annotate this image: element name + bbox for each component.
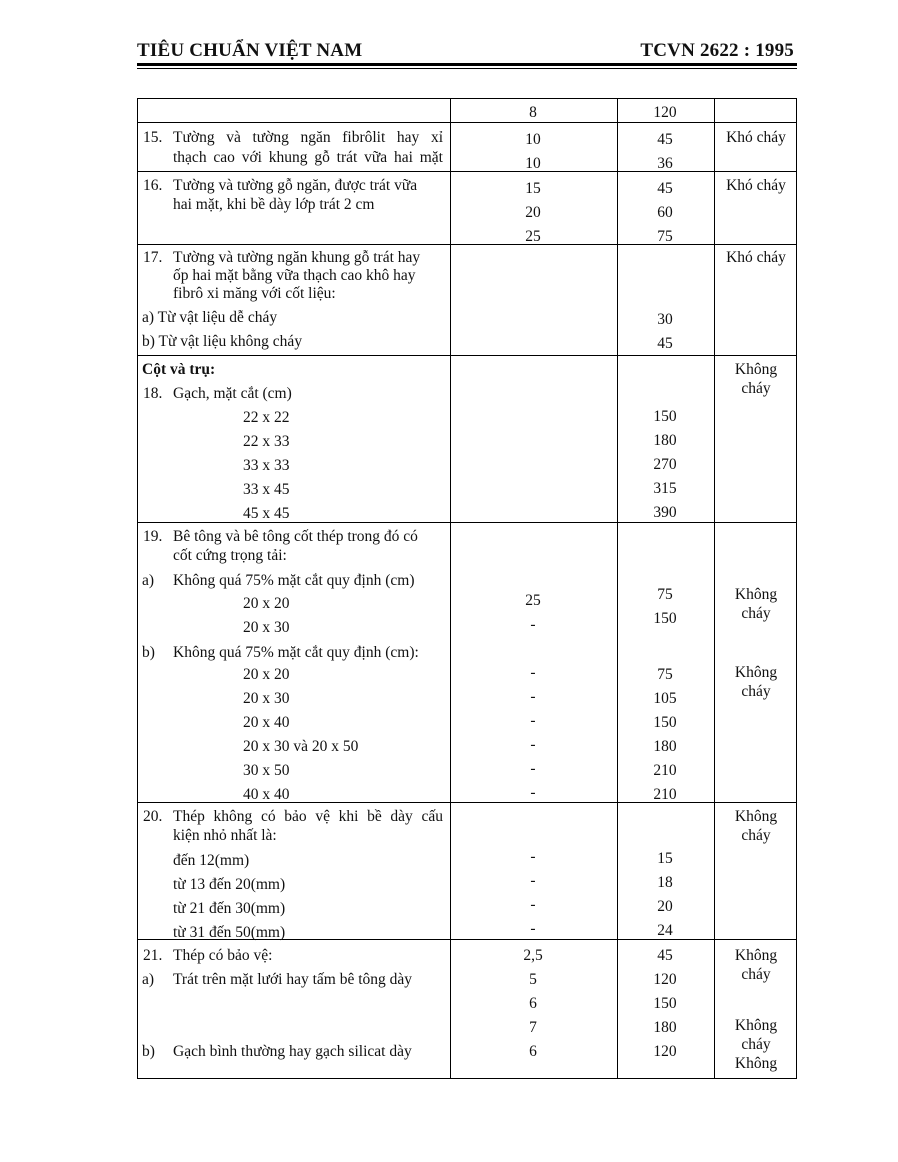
thickness-value: -	[530, 688, 536, 705]
fire-limit-value: 180	[653, 738, 677, 755]
item-number: 20.	[143, 808, 163, 825]
fire-limit-value: 390	[653, 504, 677, 521]
thickness-value: 2,5	[523, 947, 543, 964]
item-number: 21.	[143, 947, 163, 964]
table-row-border	[137, 122, 797, 123]
thickness-value: 7	[529, 1019, 537, 1036]
cross-section-size: 20 x 20	[243, 666, 290, 683]
item-description: Thép không có bảo vệ khi bề dày cấu	[173, 808, 443, 825]
thickness-value: 25	[525, 592, 541, 609]
fire-limit-value: 20	[657, 898, 673, 915]
sub-item-description: Gạch bình thường hay gạch silicat dày	[173, 1043, 412, 1060]
thickness-value: -	[530, 664, 536, 681]
cross-section-size: 22 x 22	[243, 409, 290, 426]
fire-limit-value: 75	[657, 228, 673, 245]
fire-limit-value: 75	[657, 666, 673, 683]
fire-limit-value: 315	[653, 480, 677, 497]
thickness-value: 25	[525, 228, 541, 245]
flammability-group: cháy	[741, 1036, 771, 1053]
thickness-value: -	[530, 872, 536, 889]
item-description: Bê tông và bê tông cốt thép trong đó có	[173, 528, 418, 545]
cross-section-size: 45 x 45	[243, 505, 290, 522]
fire-limit-value: 45	[657, 947, 673, 964]
fire-limit-value: 120	[653, 104, 677, 121]
thickness-value: 15	[525, 180, 541, 197]
item-description: thạch cao với khung gỗ trát vữa hai mặt	[173, 149, 443, 166]
thickness-value: -	[530, 896, 536, 913]
item-description: Tường và tường ngăn khung gỗ trát hay	[173, 249, 421, 266]
item-number: 17.	[143, 249, 163, 266]
thickness-value: -	[530, 736, 536, 753]
flammability-group: Không	[734, 664, 778, 681]
flammability-group: Khó cháy	[726, 249, 786, 266]
header-rule-thick	[137, 63, 797, 66]
item-number: 15.	[143, 129, 163, 146]
thickness-value: 20	[525, 204, 541, 221]
flammability-group: Không	[734, 1055, 778, 1072]
thickness-value: -	[530, 920, 536, 937]
flammability-group: Không	[734, 1017, 778, 1034]
flammability-group: Khó cháy	[726, 129, 786, 146]
fire-limit-value: 120	[653, 971, 677, 988]
header-standard-code: TCVN 2622 : 1995	[640, 40, 794, 61]
cross-section-size: 20 x 30	[243, 619, 290, 636]
sub-item-label: b) Từ vật liệu không cháy	[142, 333, 303, 350]
sub-item-description: Trát trên mặt lưới hay tấm bê tông dày	[173, 971, 413, 988]
thickness-value: 5	[529, 971, 537, 988]
item-description: Tường và tường ngăn fibrôlit hay xỉ	[173, 129, 443, 146]
item-number: 18.	[143, 385, 163, 402]
thickness-value: 6	[529, 995, 537, 1012]
fire-limit-value: 45	[657, 335, 673, 352]
thickness-range: đến 12(mm)	[173, 852, 250, 869]
thickness-value: 6	[529, 1043, 537, 1060]
fire-limit-value: 15	[657, 850, 673, 867]
flammability-group: cháy	[741, 827, 771, 844]
cross-section-size: 20 x 30 và 20 x 50	[243, 738, 359, 755]
sub-item-description: Không quá 75% mặt cắt quy định (cm)	[173, 572, 415, 589]
fire-limit-value: 180	[653, 432, 677, 449]
thickness-value: -	[530, 848, 536, 865]
thickness-value: 10	[525, 155, 541, 172]
fire-limit-value: 36	[657, 155, 673, 172]
thickness-value: 8	[529, 104, 537, 121]
flammability-group: cháy	[741, 380, 771, 397]
sub-item-label: a)	[142, 971, 155, 988]
thickness-range: từ 31 đến 50(mm)	[173, 924, 286, 941]
fire-limit-value: 105	[653, 690, 677, 707]
fire-limit-value: 60	[657, 204, 673, 221]
fire-limit-value: 180	[653, 1019, 677, 1036]
flammability-group: Khó cháy	[726, 177, 786, 194]
item-description: kiện nhỏ nhất là:	[173, 827, 277, 844]
flammability-group: Không	[734, 947, 778, 964]
table-row-border	[137, 1078, 797, 1079]
item-description: Gạch, mặt cắt (cm)	[173, 385, 292, 402]
fire-limit-value: 45	[657, 180, 673, 197]
flammability-group: cháy	[741, 683, 771, 700]
sub-item-label: a) Từ vật liệu dễ cháy	[142, 309, 278, 326]
fire-limit-value: 150	[653, 995, 677, 1012]
item-number: 19.	[143, 528, 163, 545]
fire-limit-value: 210	[653, 762, 677, 779]
cross-section-size: 20 x 40	[243, 714, 290, 731]
cross-section-size: 20 x 30	[243, 690, 290, 707]
flammability-group: cháy	[741, 605, 771, 622]
fire-limit-value: 210	[653, 786, 677, 803]
thickness-value: -	[530, 616, 536, 633]
table-row-border	[137, 522, 797, 523]
cross-section-size: 40 x 40	[243, 786, 290, 803]
flammability-group: Không	[734, 586, 778, 603]
fire-limit-value: 18	[657, 874, 673, 891]
thickness-value: -	[530, 712, 536, 729]
cross-section-size: 30 x 50	[243, 762, 290, 779]
flammability-group: Không	[734, 361, 778, 378]
fire-limit-value: 270	[653, 456, 677, 473]
item-description: fibrô xi măng với cốt liệu:	[173, 285, 336, 302]
item-number: 16.	[143, 177, 163, 194]
item-description: Thép có bảo vệ:	[173, 947, 273, 964]
fire-limit-value: 150	[653, 610, 677, 627]
sub-item-description: Không quá 75% mặt cắt quy định (cm):	[173, 644, 419, 661]
item-description: Tường và tường gỗ ngăn, được trát vữa	[173, 177, 418, 194]
sub-item-label: a)	[142, 572, 155, 589]
item-description: ốp hai mặt bằng vữa thạch cao khô hay	[173, 267, 416, 284]
table-row-border	[137, 98, 797, 99]
flammability-group: cháy	[741, 966, 771, 983]
thickness-range: từ 13 đến 20(mm)	[173, 876, 286, 893]
fire-limit-value: 150	[653, 408, 677, 425]
table-column-line	[137, 98, 138, 1079]
flammability-group: Không	[734, 808, 778, 825]
section-heading: Cột và trụ:	[142, 361, 216, 378]
fire-limit-value: 24	[657, 922, 673, 939]
sub-item-label: b)	[142, 644, 155, 661]
cross-section-size: 20 x 20	[243, 595, 290, 612]
item-description: cốt cứng trọng tải:	[173, 547, 287, 564]
thickness-value: -	[530, 760, 536, 777]
cross-section-size: 33 x 45	[243, 481, 290, 498]
thickness-value: -	[530, 784, 536, 801]
fire-limit-value: 45	[657, 131, 673, 148]
table-row-border	[137, 355, 797, 356]
item-description: hai mặt, khi bề dày lớp trát 2 cm	[173, 196, 375, 213]
fire-limit-value: 75	[657, 586, 673, 603]
header-standard-title: TIÊU CHUẨN VIỆT NAM	[137, 40, 363, 61]
cross-section-size: 33 x 33	[243, 457, 290, 474]
fire-limit-value: 30	[657, 311, 673, 328]
thickness-range: từ 21 đến 30(mm)	[173, 900, 286, 917]
cross-section-size: 22 x 33	[243, 433, 290, 450]
sub-item-label: b)	[142, 1043, 155, 1060]
header-rule-thin	[137, 68, 797, 69]
fire-limit-value: 120	[653, 1043, 677, 1060]
thickness-value: 10	[525, 131, 541, 148]
fire-limit-value: 150	[653, 714, 677, 731]
